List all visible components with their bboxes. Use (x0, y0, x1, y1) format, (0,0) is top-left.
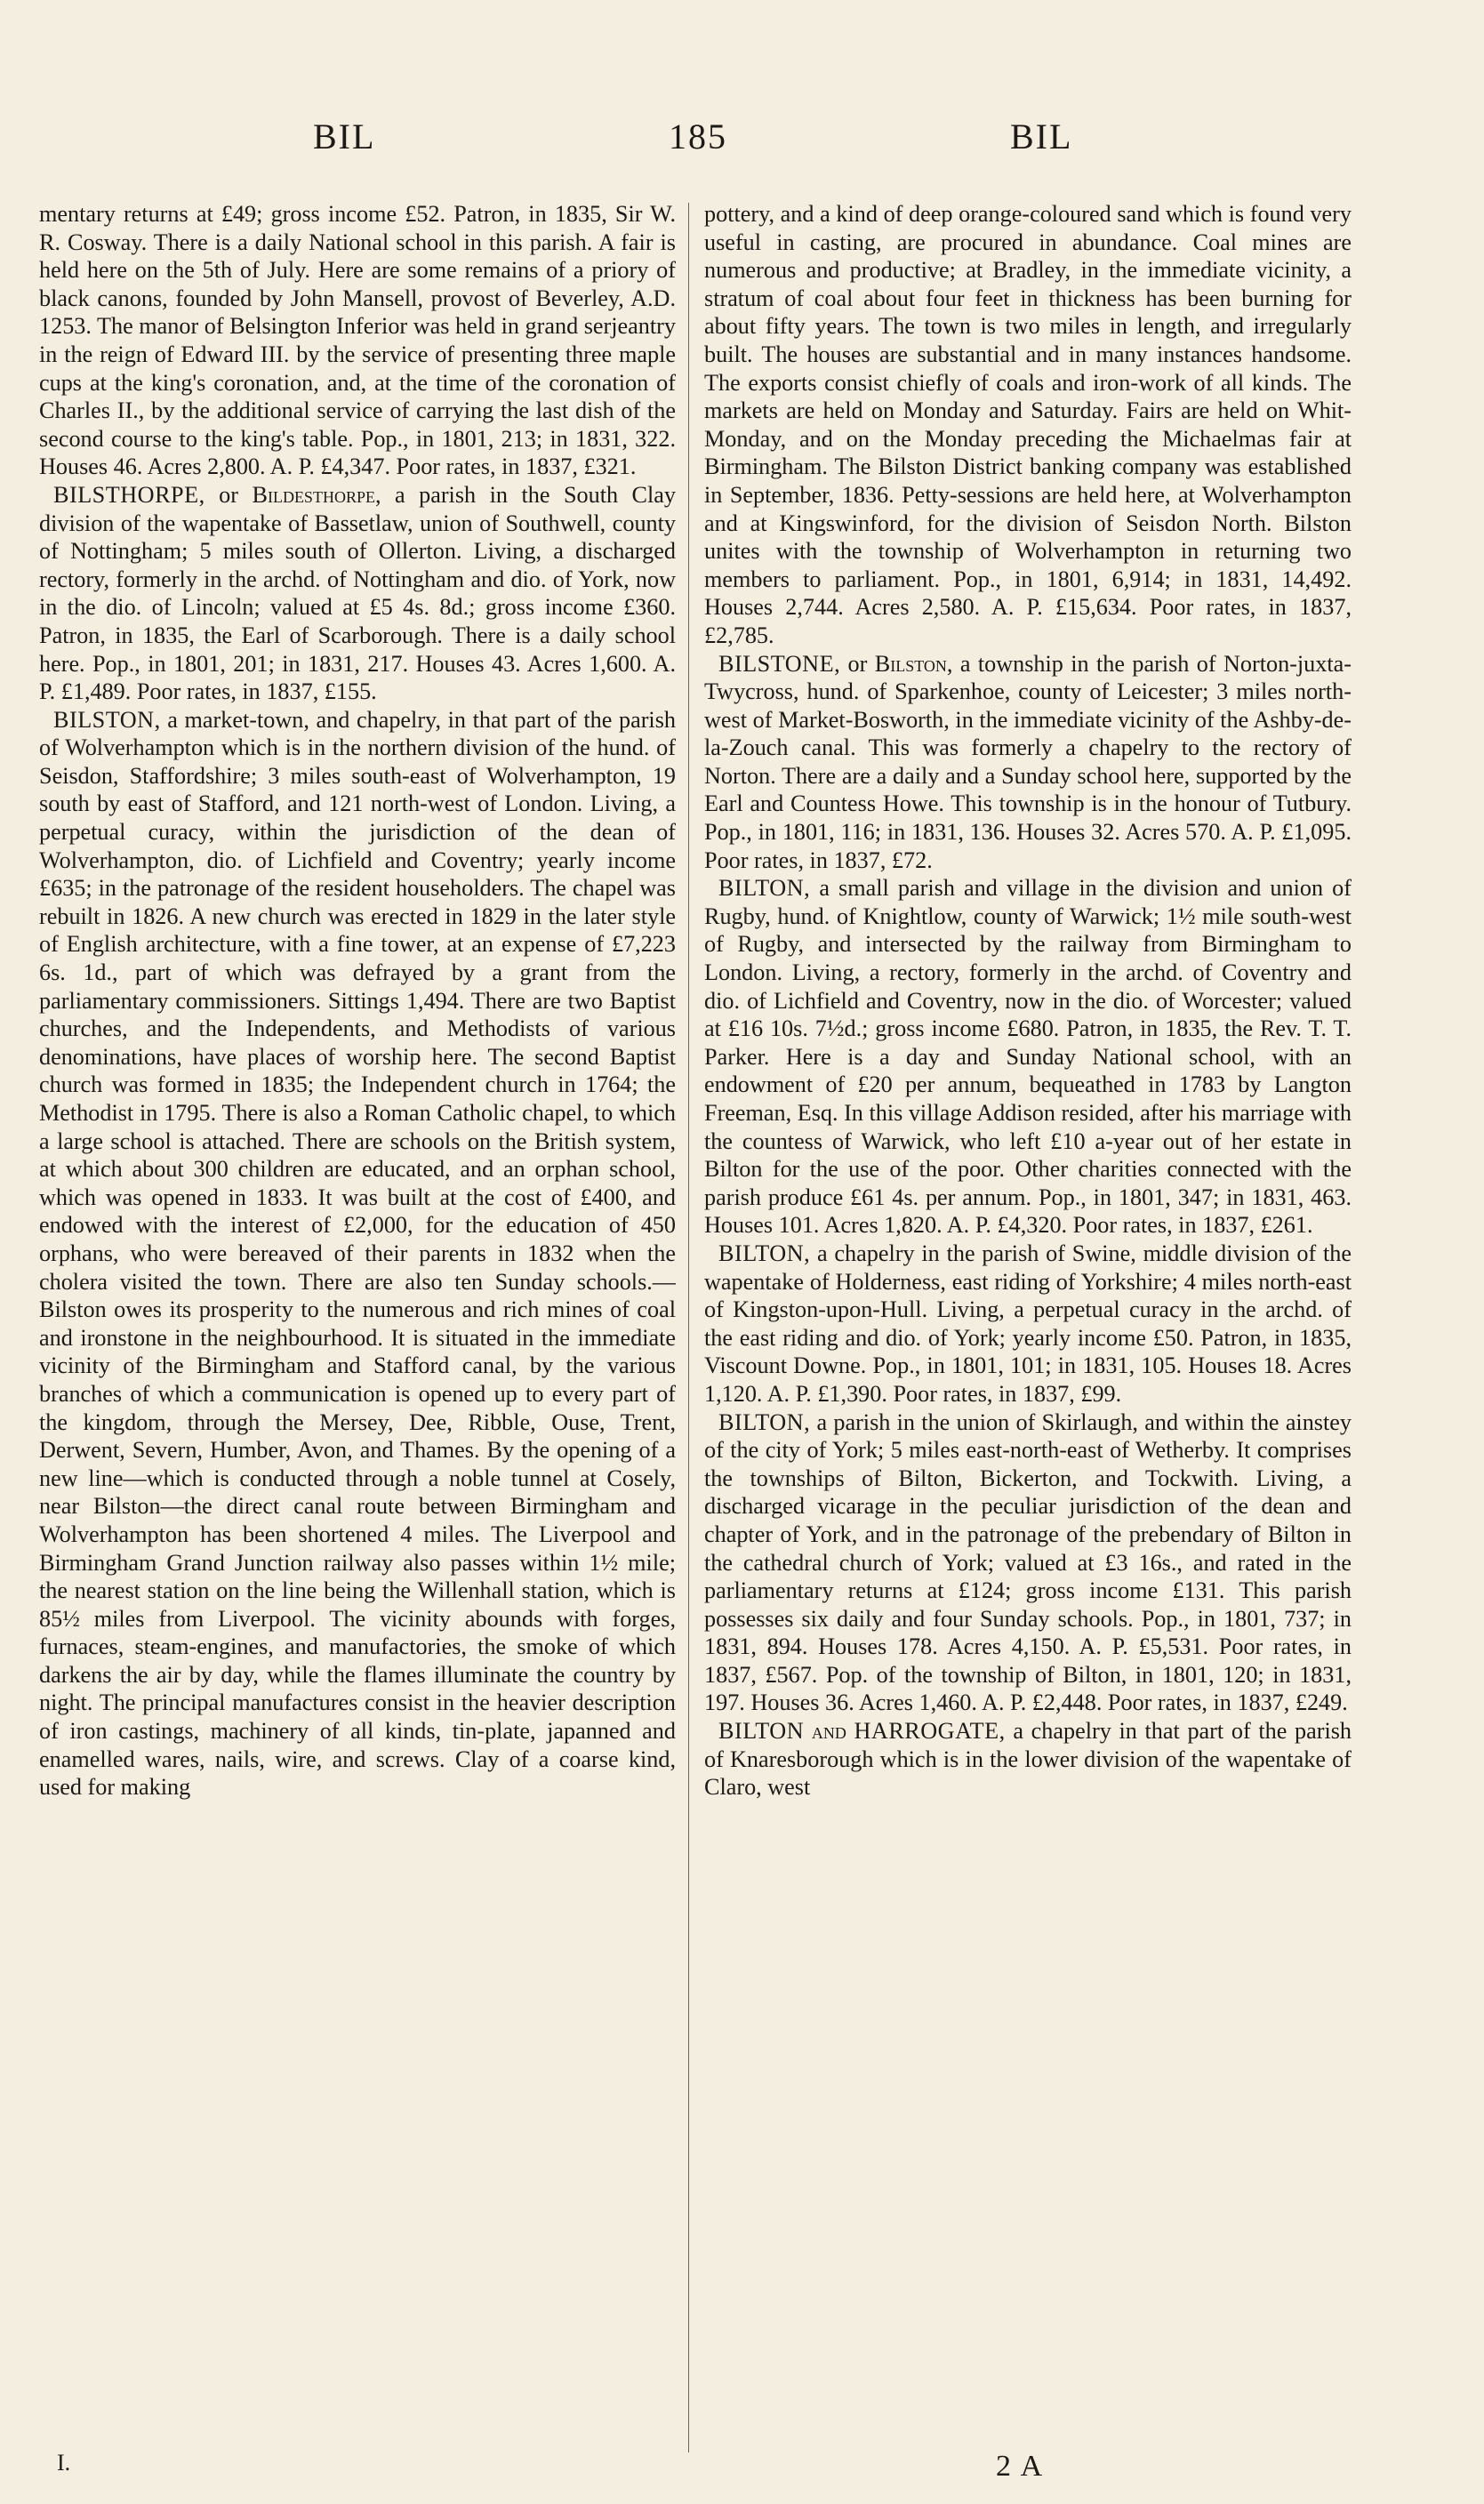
entry-headword: BILTON, (718, 1240, 811, 1266)
sheet-signature: 2 A (996, 2450, 1045, 2483)
entry-bilsthorpe (39, 481, 676, 706)
column-divider (688, 203, 689, 2452)
running-header (0, 116, 1484, 169)
entry-bilton-york (704, 1408, 1352, 1718)
entry-text: a small parish and village in the division and union of Rugby, hund. of Knightlow, county of Warwick; 1½ mile south-west of Rugby, and intersected by the railway from Birmingham to London. Living, a rectory, formerly in the archd. of Coventry and dio. of Lichfield and Coventry, now in the dio. of Worcester; valued at £16 10s. 7½d.; gross income £680. Patron, in 1835, the Rev. T. T. Parker. Here is a day and Sunday National school, with an endowment of £20 per annum, bequeathed in 1783 by Langton Freeman, Esq. In this village Addison resided, after his marriage with the countess of Warwick, who left £10 a-year out of her estate in Bilton for the use of the poor. Other charities connected with the parish produce £61 4s. per annum. Pop., in 1801, 347; in 1831, 463. Houses 101. Acres 1,820. A. P. £4,320. Poor rates, in 1837, £261. (704, 875, 1352, 1239)
page-number: 185 (669, 116, 727, 156)
entry-or: or (847, 650, 868, 677)
volume-signature: I. (57, 2450, 71, 2476)
entry-text: a township in the parish of Norton-juxta-Twycross, hund. of Sparkenhoe, county of Leicester; 3 miles north-west of Market-Bosworth, in the immediate vicinity of the Ashby-de-la-Zouch canal. This was formerly a chapelry to the rectory of Norton. There are a daily and a Sunday school here, supported by the Earl and Countess Howe. This township is in the honour of Tutbury. Pop., in 1801, 116; in 1831, 136. Houses 32. Acres 570. A. P. £1,095. Poor rates, in 1837, £72. (704, 650, 1352, 873)
entry-text: pottery, and a kind of deep orange-coloured sand which is found very useful in casting, are procured in abundance. Coal mines are numerous and productive; at Bradley, in the immediate vicinity, a stratum of coal about four feet in thickness has been burning for about fifty years. The town is two miles in length, and irregularly built. The houses are substantial and in many instances handsome. The exports consist chiefly of coals and iron-work of all kinds. The markets are held on Monday and Saturday. Fairs are held on Whit-Monday, and on the Monday preceding the Michaelmas fair at Birmingham. The Bilston District banking company was established in September, 1836. Petty-sessions are held here, at Wolverhampton and at Kingswinford, for the division of Seisdon North. Bilston unites with the township of Wolverhampton in returning two members to parliament. Pop., in 1801, 6,914; in 1831, 14,492. Houses 2,744. Acres 2,580. A. P. £15,634. Poor rates, in 1837, £2,785. (704, 201, 1352, 648)
header-left-catchword: BIL (313, 116, 376, 156)
entry-headword: BILSTHORPE, (53, 481, 205, 508)
entry-or: or (219, 481, 238, 508)
entry-headword: BILTON (718, 1718, 805, 1745)
entry-continuation (39, 200, 676, 481)
entry-text: a chapelry in that part of the parish of Knaresborough which is in the lower division of the wapentake of Claro, west (704, 1718, 1352, 1801)
entry-alt-name: Bilston, (874, 650, 953, 677)
entry-headword: BILSTON, (53, 706, 161, 733)
entry-headword: BILTON, (718, 1408, 811, 1435)
entry-headword: BILTON, (718, 875, 811, 902)
entry-bilton-harrogate (704, 1717, 1352, 1802)
entry-alt-name: Bildesthorpe, (252, 481, 381, 508)
header-right-catchword: BIL (1010, 116, 1073, 156)
entry-bilston (39, 706, 676, 1802)
entry-bilton-warwick (704, 874, 1352, 1240)
right-column (704, 200, 1352, 2450)
entry-text: a chapelry in the parish of Swine, middle division of the wapentake of Holderness, east riding of Yorkshire; 4 miles north-east of Kingston-upon-Hull. Living, a perpetual curacy in the archd. of the east riding and dio. of York; yearly income £50. Patron, in 1835, Viscount Downe. Pop., in 1801, 101; in 1831, 105. Houses 18. Acres 1,120. A. P. £1,390. Poor rates, in 1837, £99. (704, 1240, 1352, 1407)
entry-text: a market-town, and chapelry, in that part of the parish of Wolverhampton which is in the northern division of the hund. of Seisdon, Staffordshire; 3 miles south-east of Wolverhampton, 19 south by east of Stafford, and 121 north-west of London. Living, a perpetual curacy, within the jurisdiction of the dean of Wolverhampton, dio. of Lichfield and Coventry; yearly income £635; in the patronage of the resident householders. The chapel was rebuilt in 1826. A new church was erected in 1829 in the later style of English architecture, with a fine tower, at an expense of £7,223 6s. 1d., part of which was defrayed by a grant from the parliamentary commissioners. Sittings 1,494. There are two Baptist churches, and the Independents, and Methodists of various denominations, have places of worship here. The second Baptist church was formed in 1835; the Independent church in 1764; the Methodist in 1795. There is also a Roman Catholic chapel, to which a large school is attached. There are schools on the British system, at which about 300 children are educated, and an orphan school, which was opened in 1833. It was built at the cost of £400, and endowed with the interest of £2,000, for the education of 450 orphans, who were bereaved of their parents in 1832 when the cholera visited the town. There are also ten Sunday schools.—Bilston owes its prosperity to the numerous and rich mines of coal and ironstone in the neighbourhood. It is situated in the immediate vicinity of the Birmingham and Stafford canal, by the various branches of which a communication is opened up to every part of the kingdom, through the Mersey, Dee, Ribble, Ouse, Trent, Derwent, Severn, Humber, Avon, and Thames. By the opening of a new line—which is conducted through a noble tunnel at Cosely, near Bilston—the direct canal route between Birmingham and Wolverhampton has been shortened 4 miles. The Liverpool and Birmingham Grand Junction railway also passes within 1½ mile; the nearest station on the line being the Willenhall station, which is 85½ miles from Liverpool. The vicinity abounds with forges, furnaces, steam-engines, and manufactories, the smoke of which darkens the air by day, while the flames illuminate the country by night. The principal manufactures consist in the heavier description of iron castings, machinery of all kinds, tin-plate, japanned and enamelled wares, nails, wire, and screws. Clay of a coarse kind, used for making (39, 706, 676, 1801)
entry-and: and (811, 1718, 846, 1745)
left-column (39, 200, 676, 2450)
entry-continuation (704, 200, 1352, 650)
entry-bilstone (704, 650, 1352, 875)
entry-text: a parish in the South Clay division of the wapentake of Bassetlaw, union of Southwell, county of Nottingham; 5 miles south of Ollerton. Living, a discharged rectory, formerly in the archd. of Nottingham and dio. of York, now in the dio. of Lincoln; valued at £5 4s. 8d.; gross income £360. Patron, in 1835, the Earl of Scarborough. There is a daily school here. Pop., in 1801, 201; in 1831, 217. Houses 43. Acres 1,600. A. P. £1,489. Poor rates, in 1837, £155. (39, 481, 676, 705)
entry-headword-second: HARROGATE, (854, 1718, 1006, 1745)
entry-headword: BILSTONE, (718, 650, 841, 677)
entry-text: mentary returns at £49; gross income £52. Patron, in 1835, Sir W. R. Cosway. There is a daily National school in this parish. A fair is held here on the 5th of July. Here are some remains of a priory of black canons, founded by John Mansell, provost of Beverley, A.D. 1253. The manor of Belsington Inferior was held in grand serjeantry in the reign of Edward III. by the service of presenting three maple cups at the king's coronation, and, at the time of the coronation of Charles II., by the additional service of carrying the last dish of the second course to the king's table. Pop., in 1801, 213; in 1831, 322. Houses 46. Acres 2,800. A. P. £4,347. Poor rates, in 1837, £321. (39, 201, 676, 480)
entry-text: a parish in the union of Skirlaugh, and within the ainstey of the city of York; 5 miles east-north-east of Wetherby. It comprises the townships of Bilton, Bickerton, and Tockwith. Living, a discharged vicarage in the peculiar jurisdiction of the dean and chapter of York, and in the patronage of the prebendary of Bilton in the cathedral church of York; valued at £3 16s., and rated in the parliamentary returns at £124; gross income £131. This parish possesses six daily and four Sunday schools. Pop., in 1801, 737; in 1831, 894. Houses 178. Acres 4,150. A. P. £5,531. Poor rates, in 1837, £567. Pop. of the township of Bilton, in 1801, 120; in 1831, 197. Houses 36. Acres 1,460. A. P. £2,448. Poor rates, in 1837, £249. (704, 1408, 1352, 1716)
entry-bilton-swine (704, 1240, 1352, 1408)
